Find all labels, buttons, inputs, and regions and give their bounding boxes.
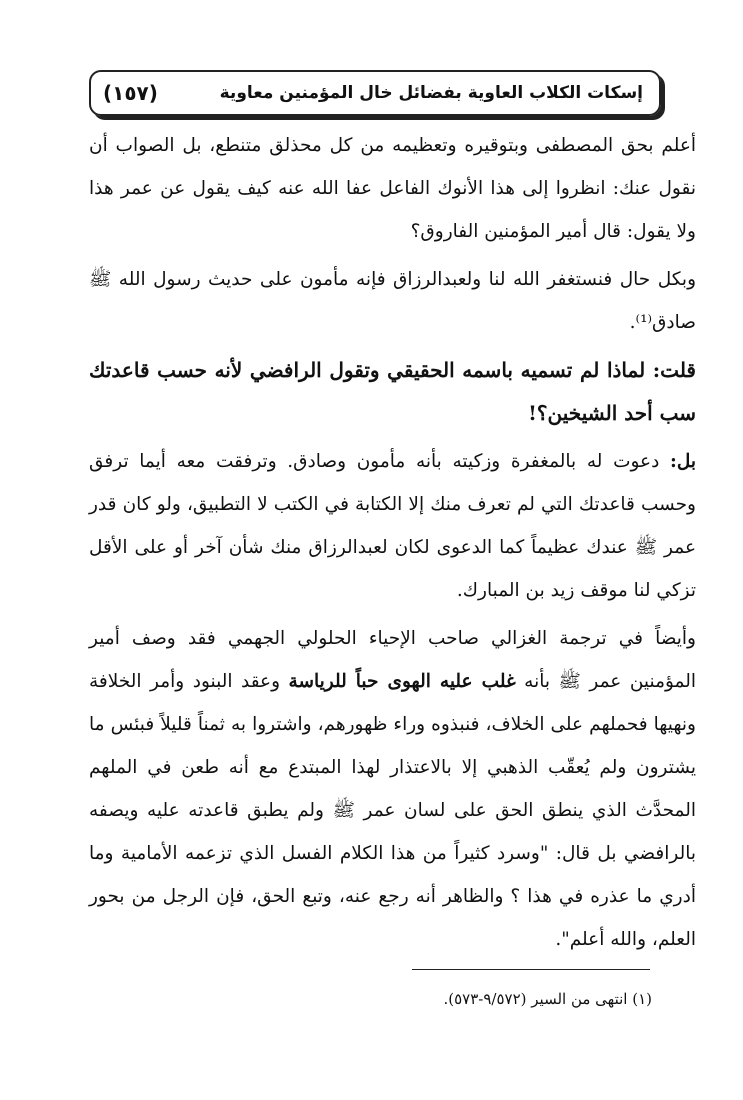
paragraph-text: وعقد البنود وأمر الخلافة ونهيها فحملهم على الخلاف، فنبذوه وراء ظهورهم، واشتروا به ثمناً قليلاً فبئس ما يشترون ولم يُعقّب الذهبي إلا بالاعتذار لهذا المبتدع مع أنه طعن في الملهم المحدَّث الذي ينطق الحق على لسان عمر ﷺ ولم يطبق قاعدته عليه ويصفه بالرافضي بل قال: "وسرد كثيراً من هذا الكلام الفسل الذي تزعمه الأمامية وما أدري ما عذره في هذا ؟ والظاهر أنه رجع عنه، وتبع الحق، فإن الرجل من بحور العلم، والله أعلم". [89,671,696,950]
paragraph-text: وأيضاً في ترجمة الغزالي صاحب الإحياء الحلولي الجهمي فقد وصف أمير المؤمنين عمر ﷺ بأنه [89,628,697,692]
paragraph: وبكل حال فنستغفر الله لنا ولعبدالرزاق فإنه مأمون على حديث رسول الله ﷺ صادق⁽¹⁾. [89,269,696,333]
book-title: إسكات الكلاب العاوية بفضائل خال المؤمنين معاوية [219,83,643,103]
emphasized-quote: غلب عليه الهوى حباً للرياسة [288,671,516,692]
footnote: (١) انتهى من السير (٩/٥٧٢-٥٧٣). [443,990,652,1008]
paragraph [89,440,696,612]
paragraph-lead: بل: [670,451,696,472]
page-header [89,70,661,116]
paragraph [89,617,696,961]
footnote-divider [412,969,650,970]
question-heading: قلت: لماذا لم تسميه باسمه الحقيقي وتقول الرافضي لأنه حسب قاعدتك سب أحد الشيخين؟! [89,358,696,425]
paragraph-text: دعوت له بالمغفرة وزكيته بأنه مأمون وصادق. وترفقت معه أيما ترفق وحسب قاعدتك التي لم تعرف منك إلا الكتابة في الكتب لا التطبيق، ولو كان قدر عمر ﷺ عندك عظيماً كما الدعوى لكان لعبدالرزاق منك شأن آخر أو على الأقل تزكي لنا موقف زيد بن المبارك. [89,451,696,601]
page-number: (١٥٧) [103,81,158,105]
page-body [89,124,696,961]
paragraph: أعلم بحق المصطفى وبتوقيره وتعظيمه من كل محذلق متنطع، بل الصواب أن نقول عنك: انظروا إلى هذا الأنوك الفاعل عفا الله عنه كيف يقول عن عمر هذا ولا يقول: قال أمير المؤمنين الفاروق؟ [89,135,696,242]
